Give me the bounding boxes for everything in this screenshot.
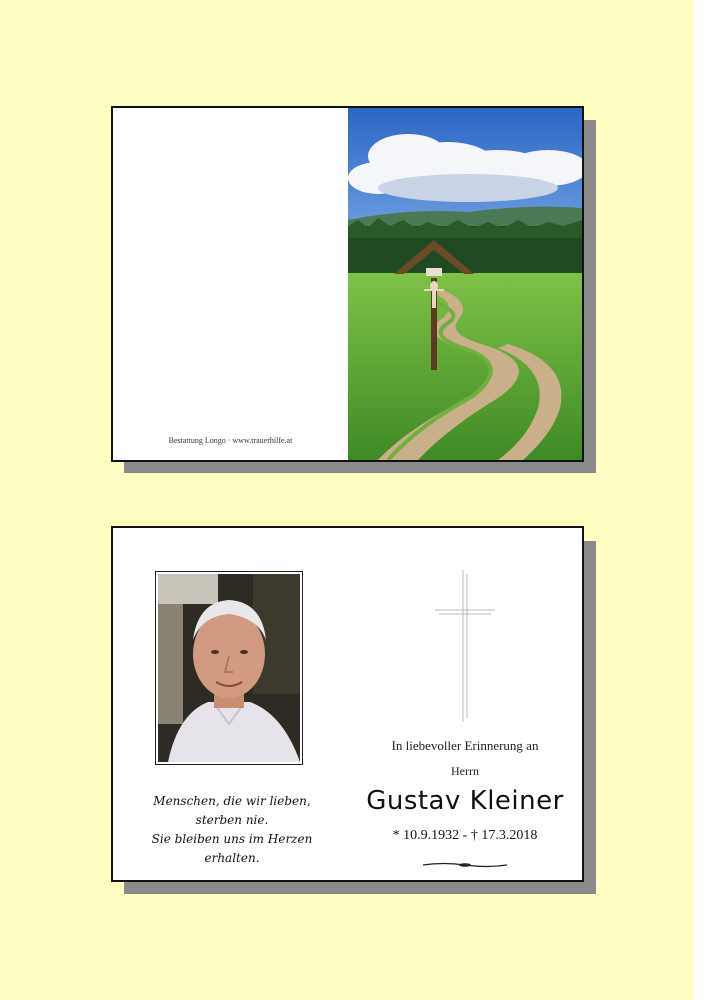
landscape-photo (348, 108, 582, 460)
poem-line-2: sterben nie. (195, 813, 269, 827)
memorial-poem (127, 792, 337, 868)
deceased-name: Gustav Kleiner (366, 786, 564, 816)
card-front-blank-panel (113, 108, 348, 460)
poem-line-3: Sie bleiben uns im Herzen erhalten. (151, 832, 313, 865)
card-front (111, 106, 584, 462)
card-inside (111, 526, 584, 882)
funeral-home-footer: Bestattung Longo · www.trauerhilfe.at (168, 436, 293, 445)
honorific: Herrn (451, 764, 479, 778)
divider-ornament-icon (423, 854, 507, 873)
memorial-intro: In liebevoller Erinnerung an (391, 738, 539, 753)
poem-line-1: Menschen, die wir lieben, (153, 794, 311, 808)
portrait-photo (155, 571, 303, 765)
life-dates: * 10.9.1932 - † 17.3.2018 (392, 828, 538, 843)
cross-icon (433, 568, 497, 728)
